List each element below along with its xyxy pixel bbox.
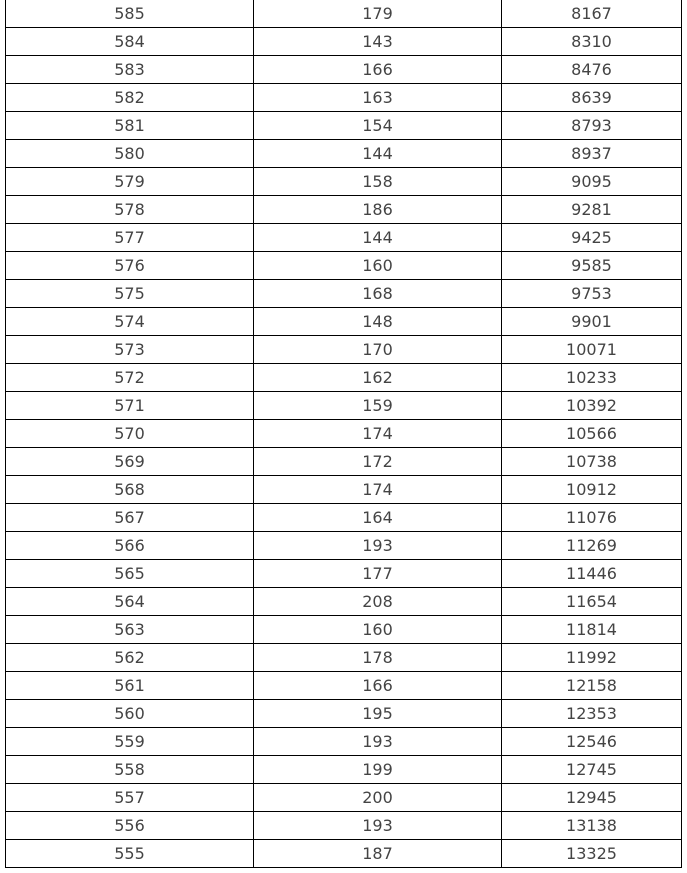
cumulative-cell: 12945 xyxy=(502,784,682,812)
score-cell: 582 xyxy=(6,84,254,112)
score-cell: 560 xyxy=(6,700,254,728)
count-cell: 164 xyxy=(254,504,502,532)
score-cell: 573 xyxy=(6,336,254,364)
score-cell: 555 xyxy=(6,840,254,868)
score-cell: 569 xyxy=(6,448,254,476)
score-cell: 576 xyxy=(6,252,254,280)
cumulative-cell: 9425 xyxy=(502,224,682,252)
table-row xyxy=(6,448,682,476)
count-cell: 144 xyxy=(254,140,502,168)
cumulative-cell: 12158 xyxy=(502,672,682,700)
score-cell: 558 xyxy=(6,756,254,784)
count-cell: 177 xyxy=(254,560,502,588)
table-row xyxy=(6,560,682,588)
score-cell: 561 xyxy=(6,672,254,700)
score-cell: 568 xyxy=(6,476,254,504)
table-row xyxy=(6,168,682,196)
cumulative-cell: 8310 xyxy=(502,28,682,56)
cumulative-cell: 9585 xyxy=(502,252,682,280)
table-row xyxy=(6,392,682,420)
cumulative-cell: 10071 xyxy=(502,336,682,364)
score-cell: 565 xyxy=(6,560,254,588)
cumulative-cell: 13325 xyxy=(502,840,682,868)
table-row xyxy=(6,616,682,644)
score-cell: 556 xyxy=(6,812,254,840)
cumulative-cell: 9901 xyxy=(502,308,682,336)
count-cell: 208 xyxy=(254,588,502,616)
count-cell: 144 xyxy=(254,224,502,252)
cumulative-cell: 12546 xyxy=(502,728,682,756)
score-cell: 581 xyxy=(6,112,254,140)
count-cell: 159 xyxy=(254,392,502,420)
cumulative-cell: 12353 xyxy=(502,700,682,728)
count-cell: 160 xyxy=(254,616,502,644)
count-cell: 154 xyxy=(254,112,502,140)
cumulative-cell: 10912 xyxy=(502,476,682,504)
table-row xyxy=(6,700,682,728)
count-cell: 170 xyxy=(254,336,502,364)
score-cell: 562 xyxy=(6,644,254,672)
cumulative-cell: 11076 xyxy=(502,504,682,532)
table-row xyxy=(6,756,682,784)
score-cell: 575 xyxy=(6,280,254,308)
score-cell: 559 xyxy=(6,728,254,756)
count-cell: 168 xyxy=(254,280,502,308)
score-cell: 563 xyxy=(6,616,254,644)
count-cell: 178 xyxy=(254,644,502,672)
cumulative-cell: 13138 xyxy=(502,812,682,840)
count-cell: 187 xyxy=(254,840,502,868)
table-row xyxy=(6,112,682,140)
table-row xyxy=(6,644,682,672)
table-row xyxy=(6,252,682,280)
table-row xyxy=(6,0,682,28)
count-cell: 174 xyxy=(254,476,502,504)
count-cell: 148 xyxy=(254,308,502,336)
table-row xyxy=(6,56,682,84)
count-cell: 143 xyxy=(254,28,502,56)
table-row xyxy=(6,140,682,168)
count-cell: 200 xyxy=(254,784,502,812)
table-row xyxy=(6,784,682,812)
table-row xyxy=(6,280,682,308)
score-cell: 583 xyxy=(6,56,254,84)
cumulative-cell: 10738 xyxy=(502,448,682,476)
score-cell: 574 xyxy=(6,308,254,336)
cumulative-cell: 10392 xyxy=(502,392,682,420)
cumulative-cell: 8937 xyxy=(502,140,682,168)
table-row xyxy=(6,728,682,756)
table-row xyxy=(6,812,682,840)
score-cell: 580 xyxy=(6,140,254,168)
table-row xyxy=(6,532,682,560)
table-row xyxy=(6,588,682,616)
cumulative-cell: 12745 xyxy=(502,756,682,784)
score-cell: 571 xyxy=(6,392,254,420)
count-cell: 193 xyxy=(254,812,502,840)
table-row xyxy=(6,28,682,56)
cumulative-cell: 8167 xyxy=(502,0,682,28)
count-cell: 193 xyxy=(254,532,502,560)
cumulative-cell: 9095 xyxy=(502,168,682,196)
count-cell: 186 xyxy=(254,196,502,224)
table-row xyxy=(6,420,682,448)
cumulative-cell: 11992 xyxy=(502,644,682,672)
count-cell: 158 xyxy=(254,168,502,196)
score-cell: 585 xyxy=(6,0,254,28)
count-cell: 174 xyxy=(254,420,502,448)
cumulative-cell: 11446 xyxy=(502,560,682,588)
table-row xyxy=(6,84,682,112)
score-cell: 570 xyxy=(6,420,254,448)
cumulative-cell: 9753 xyxy=(502,280,682,308)
score-table xyxy=(5,0,682,868)
cumulative-cell: 8476 xyxy=(502,56,682,84)
count-cell: 195 xyxy=(254,700,502,728)
table-row xyxy=(6,308,682,336)
count-cell: 163 xyxy=(254,84,502,112)
count-cell: 162 xyxy=(254,364,502,392)
count-cell: 199 xyxy=(254,756,502,784)
count-cell: 179 xyxy=(254,0,502,28)
score-cell: 564 xyxy=(6,588,254,616)
table-row xyxy=(6,504,682,532)
count-cell: 160 xyxy=(254,252,502,280)
score-cell: 567 xyxy=(6,504,254,532)
cumulative-cell: 9281 xyxy=(502,196,682,224)
table-row xyxy=(6,196,682,224)
count-cell: 166 xyxy=(254,56,502,84)
score-cell: 566 xyxy=(6,532,254,560)
table-row xyxy=(6,672,682,700)
score-cell: 557 xyxy=(6,784,254,812)
table-row xyxy=(6,364,682,392)
table-row xyxy=(6,336,682,364)
count-cell: 193 xyxy=(254,728,502,756)
table-row xyxy=(6,224,682,252)
score-table-body xyxy=(6,0,682,868)
cumulative-cell: 8639 xyxy=(502,84,682,112)
count-cell: 172 xyxy=(254,448,502,476)
cumulative-cell: 10233 xyxy=(502,364,682,392)
cumulative-cell: 8793 xyxy=(502,112,682,140)
cumulative-cell: 11654 xyxy=(502,588,682,616)
cumulative-cell: 11269 xyxy=(502,532,682,560)
score-cell: 572 xyxy=(6,364,254,392)
cumulative-cell: 10566 xyxy=(502,420,682,448)
table-row xyxy=(6,840,682,868)
cumulative-cell: 11814 xyxy=(502,616,682,644)
score-cell: 578 xyxy=(6,196,254,224)
score-cell: 579 xyxy=(6,168,254,196)
count-cell: 166 xyxy=(254,672,502,700)
score-cell: 584 xyxy=(6,28,254,56)
score-cell: 577 xyxy=(6,224,254,252)
table-row xyxy=(6,476,682,504)
